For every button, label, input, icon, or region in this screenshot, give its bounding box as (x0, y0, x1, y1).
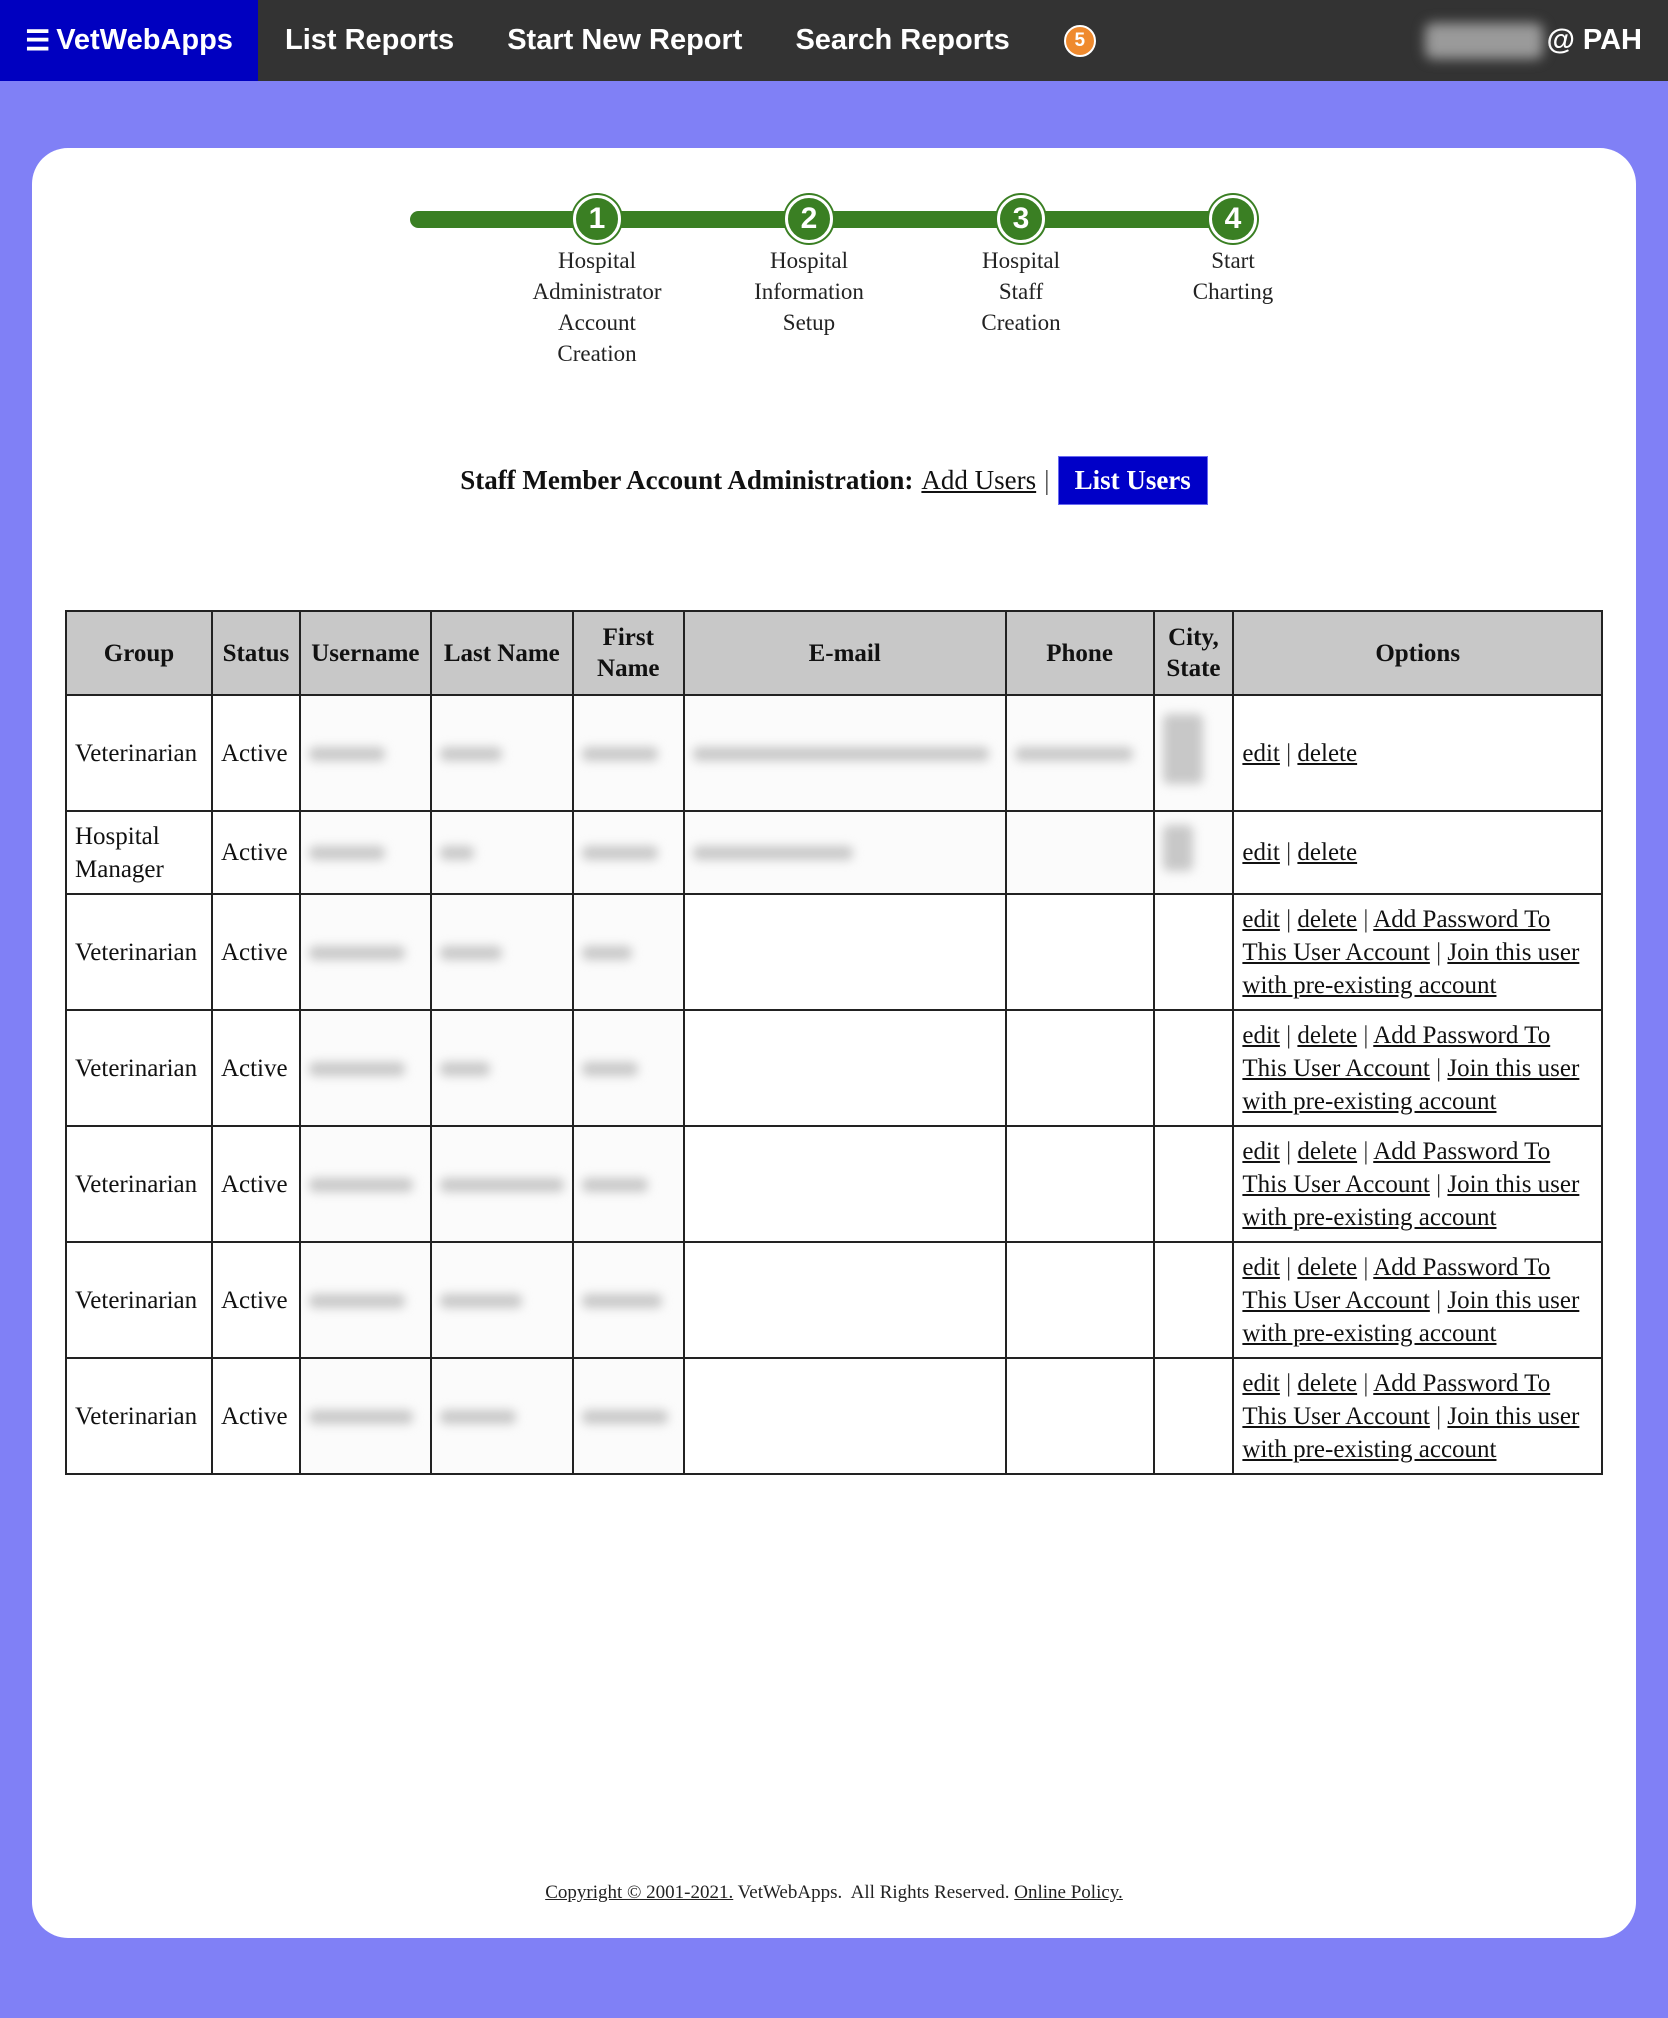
separator: | (1436, 1170, 1442, 1198)
delete-link[interactable]: delete (1297, 1253, 1358, 1281)
footer-text: VetWebApps. All Rights Reserved. (733, 1882, 1015, 1903)
separator: | (1286, 905, 1292, 933)
step-2-label: Hospital Information Setup (754, 248, 864, 335)
cell-email-redacted (684, 695, 1006, 811)
cell-last-name-redacted (431, 1242, 573, 1358)
cell-group: Veterinarian (66, 1126, 212, 1242)
cell-city-state (1154, 1358, 1234, 1474)
header-email[interactable]: E-mail (684, 611, 1006, 695)
brand-name: VetWebApps (56, 24, 233, 56)
table-header-row (66, 611, 1602, 695)
separator: | (1436, 1054, 1442, 1082)
cell-email (684, 894, 1006, 1010)
step-3 (941, 198, 1101, 338)
cell-options (1233, 1242, 1602, 1358)
join-account-link[interactable]: Join this user with pre-existing account (1242, 1402, 1580, 1463)
cell-username-redacted (300, 1010, 431, 1126)
cell-phone-redacted (1006, 695, 1154, 811)
brand-menu-button[interactable] (0, 0, 258, 81)
delete-link[interactable]: delete (1297, 1137, 1358, 1165)
cell-phone (1006, 1126, 1154, 1242)
cell-first-name-redacted (573, 1010, 684, 1126)
footer (0, 1882, 1668, 1904)
online-policy-link[interactable]: Online Policy. (1014, 1882, 1123, 1903)
add-password-link[interactable]: Add Password To This User Account (1242, 1253, 1551, 1314)
step-3-circle: 3 (997, 195, 1045, 243)
cell-group: Veterinarian (66, 1010, 212, 1126)
cell-options (1233, 894, 1602, 1010)
header-options: Options (1233, 611, 1602, 695)
cell-options (1233, 695, 1602, 811)
nav-list-reports[interactable]: List Reports (285, 24, 455, 56)
step-4-label: Start Charting (1192, 248, 1274, 304)
cell-options (1233, 1010, 1602, 1126)
cell-options (1233, 811, 1602, 894)
cell-status: Active (212, 1242, 300, 1358)
list-users-button[interactable]: List Users (1058, 456, 1208, 505)
cell-status: Active (212, 811, 300, 894)
cell-first-name-redacted (573, 1126, 684, 1242)
cell-status: Active (212, 1010, 300, 1126)
separator: | (1363, 905, 1369, 933)
table-row (66, 1242, 1602, 1358)
cell-last-name-redacted (431, 811, 573, 894)
cell-city-state (1154, 1126, 1234, 1242)
cell-email (684, 1010, 1006, 1126)
cell-group: Hospital Manager (66, 811, 212, 894)
separator: | (1286, 839, 1292, 866)
notification-badge[interactable]: 5 (1064, 25, 1096, 57)
table-row (66, 1010, 1602, 1126)
cell-last-name-redacted (431, 1358, 573, 1474)
edit-link[interactable]: edit (1242, 1137, 1280, 1165)
delete-link[interactable]: delete (1297, 839, 1358, 866)
cell-username-redacted (300, 1242, 431, 1358)
edit-link[interactable]: edit (1242, 1021, 1280, 1049)
cell-first-name-redacted (573, 1358, 684, 1474)
table-row (66, 894, 1602, 1010)
cell-options (1233, 1126, 1602, 1242)
delete-link[interactable]: delete (1297, 905, 1358, 933)
step-1-label: Hospital Administrator Account Creation (532, 248, 662, 366)
separator: | (1363, 1369, 1369, 1397)
separator: | (1363, 1021, 1369, 1049)
cell-first-name-redacted (573, 811, 684, 894)
edit-link[interactable]: edit (1242, 739, 1280, 767)
cell-email (684, 1126, 1006, 1242)
step-1-circle: 1 (573, 195, 621, 243)
separator: | (1436, 938, 1442, 966)
join-account-link[interactable]: Join this user with pre-existing account (1242, 1054, 1580, 1115)
staff-admin-bar (0, 456, 1668, 505)
table-row (66, 1358, 1602, 1474)
cell-first-name-redacted (573, 1242, 684, 1358)
delete-link[interactable]: delete (1297, 1369, 1358, 1397)
staff-users-table (65, 610, 1603, 1475)
cell-status: Active (212, 894, 300, 1010)
cell-city-state-redacted (1154, 811, 1234, 894)
table-row (66, 695, 1602, 811)
nav-search-reports[interactable]: Search Reports (795, 24, 1010, 56)
join-account-link[interactable]: Join this user with pre-existing account (1242, 938, 1580, 999)
cell-options (1233, 1358, 1602, 1474)
cell-last-name-redacted (431, 894, 573, 1010)
setup-progress-stepper (410, 198, 1290, 378)
separator: | (1286, 1253, 1292, 1281)
separator: | (1286, 1021, 1292, 1049)
table-row (66, 1126, 1602, 1242)
separator: | (1363, 1137, 1369, 1165)
cell-city-state (1154, 1242, 1234, 1358)
edit-link[interactable]: edit (1242, 839, 1280, 866)
cell-phone (1006, 894, 1154, 1010)
step-4-circle: 4 (1209, 195, 1257, 243)
cell-city-state (1154, 1010, 1234, 1126)
separator: | (1436, 1286, 1442, 1314)
delete-link[interactable]: delete (1297, 739, 1358, 767)
cell-city-state-redacted (1154, 695, 1234, 811)
step-2-circle: 2 (785, 195, 833, 243)
staff-admin-title: Staff Member Account Administration: (460, 465, 914, 495)
separator: | (1286, 739, 1292, 767)
separator: | (1044, 465, 1050, 495)
cell-email-redacted (684, 811, 1006, 894)
step-3-label: Hospital Staff Creation (981, 248, 1061, 335)
header-first-name[interactable]: First Name (573, 611, 684, 695)
join-account-link[interactable]: Join this user with pre-existing account (1242, 1170, 1580, 1231)
step-1 (517, 198, 677, 369)
cell-status: Active (212, 1126, 300, 1242)
copyright-link[interactable]: Copyright © 2001-2021. (545, 1882, 734, 1903)
cell-first-name-redacted (573, 894, 684, 1010)
edit-link[interactable]: edit (1242, 1253, 1280, 1281)
add-users-link[interactable]: Add Users (921, 465, 1037, 495)
hospital-code: @ PAH (1546, 24, 1642, 56)
cell-group: Veterinarian (66, 695, 212, 811)
add-password-link[interactable]: Add Password To This User Account (1242, 1021, 1551, 1082)
edit-link[interactable]: edit (1242, 1369, 1280, 1397)
header-city-state[interactable]: City, State (1154, 611, 1234, 695)
header-group[interactable]: Group (66, 611, 212, 695)
redacted-username (1425, 23, 1543, 59)
header-phone[interactable]: Phone (1006, 611, 1154, 695)
cell-last-name-redacted (431, 1126, 573, 1242)
cell-username-redacted (300, 1358, 431, 1474)
header-status[interactable]: Status (212, 611, 300, 695)
cell-email (684, 1242, 1006, 1358)
cell-phone-redacted (1006, 811, 1154, 894)
separator: | (1363, 1253, 1369, 1281)
cell-last-name-redacted (431, 1010, 573, 1126)
edit-link[interactable]: edit (1242, 905, 1280, 933)
step-2 (729, 198, 889, 338)
cell-username-redacted (300, 1126, 431, 1242)
table-row (66, 811, 1602, 894)
add-password-link[interactable]: Add Password To This User Account (1242, 1369, 1551, 1430)
add-password-link[interactable]: Add Password To This User Account (1242, 905, 1551, 966)
user-menu[interactable] (1425, 0, 1642, 81)
separator: | (1286, 1137, 1292, 1165)
add-password-link[interactable]: Add Password To This User Account (1242, 1137, 1551, 1198)
header-username[interactable]: Username (300, 611, 431, 695)
cell-city-state (1154, 894, 1234, 1010)
cell-group: Veterinarian (66, 1358, 212, 1474)
cell-status: Active (212, 1358, 300, 1474)
separator: | (1286, 1369, 1292, 1397)
cell-phone (1006, 1242, 1154, 1358)
cell-username-redacted (300, 894, 431, 1010)
cell-email (684, 1358, 1006, 1474)
cell-group: Veterinarian (66, 894, 212, 1010)
separator: | (1436, 1402, 1442, 1430)
delete-link[interactable]: delete (1297, 1021, 1358, 1049)
cell-status: Active (212, 695, 300, 811)
cell-phone (1006, 1010, 1154, 1126)
cell-username-redacted (300, 811, 431, 894)
header-last-name[interactable]: Last Name (431, 611, 573, 695)
cell-last-name-redacted (431, 695, 573, 811)
cell-phone (1006, 1358, 1154, 1474)
join-account-link[interactable]: Join this user with pre-existing account (1242, 1286, 1580, 1347)
top-nav (0, 0, 1668, 81)
cell-group: Veterinarian (66, 1242, 212, 1358)
cell-username-redacted (300, 695, 431, 811)
hamburger-menu-icon: ☰ (25, 25, 51, 56)
step-4 (1153, 198, 1313, 307)
cell-first-name-redacted (573, 695, 684, 811)
nav-start-new-report[interactable]: Start New Report (507, 24, 743, 56)
